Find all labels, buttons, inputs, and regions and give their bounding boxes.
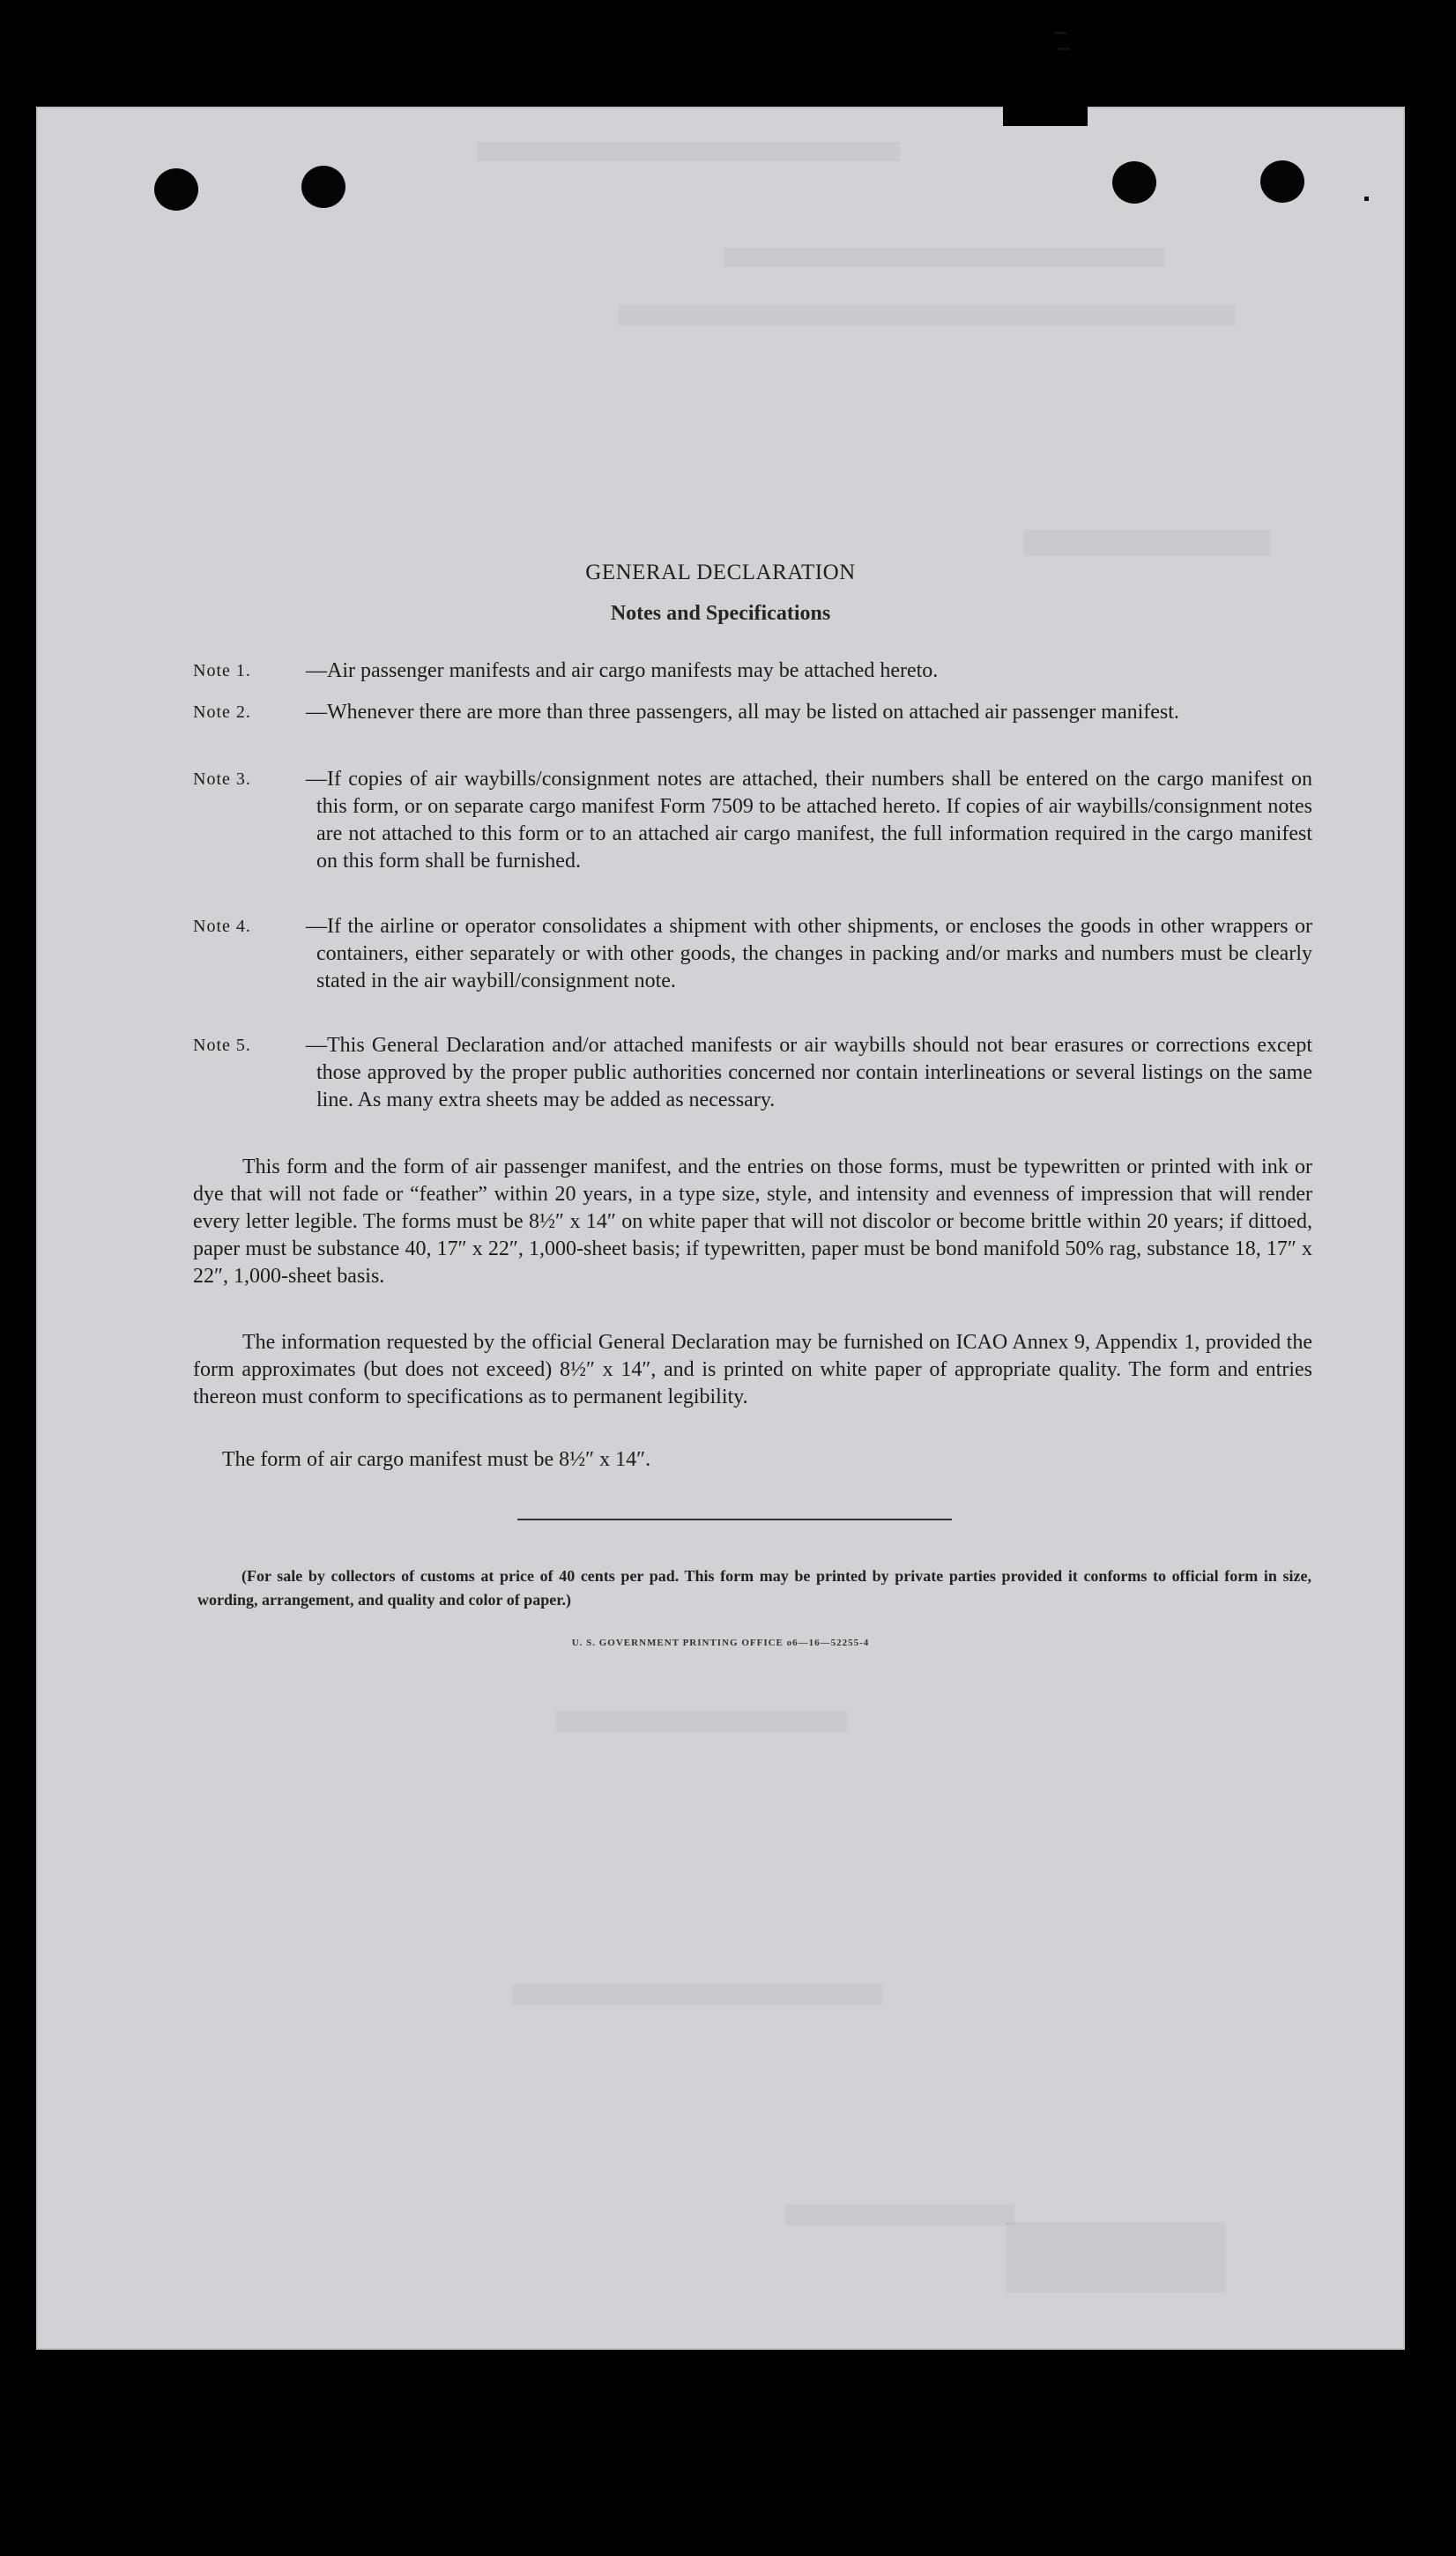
page-subtitle: Notes and Specifications bbox=[610, 602, 831, 625]
page-edge-tear bbox=[1003, 101, 1088, 126]
note-label: Note 4. bbox=[193, 917, 251, 936]
bleed-through-mark bbox=[1006, 2222, 1226, 2292]
note-label: Note 1. bbox=[193, 661, 251, 680]
bleed-through-mark bbox=[785, 2204, 1014, 2225]
bleed-through-mark bbox=[556, 1711, 847, 1732]
note-text: —If copies of air waybills/consignment notes are attached, their numbers shall be entered on the cargo manifest on this form, or on separate cargo manifest Form 7509 to be attached hereto. If copies of air waybills/consignment notes are not attached to this form or to an attached air cargo manifest, the full information required in the cargo manifest on this form shall be furnished. bbox=[306, 768, 1312, 873]
document-page bbox=[36, 107, 1405, 2350]
note-4 bbox=[193, 913, 1312, 995]
bleed-through-mark bbox=[1023, 530, 1270, 556]
note-text: —Whenever there are more than three passengers, all may be listed on attached air passenger manifest. bbox=[306, 701, 1179, 724]
note-5 bbox=[193, 1032, 1312, 1114]
paper-requirements-paragraph: This form and the form of air passenger manifest, and the entries on those forms, must be typewritten or printed with ink or dye that will not fade or “feather” within 20 years, in a type size, style, and intensity and evenness of impression that will render every letter legible. The forms must be 8½″ x 14″ on white paper that will not discolor or become brittle within 20 years; if dittoed, paper must be substance 40, 17″ x 22″, 1,000-sheet basis; if typewritten, paper must be bond manifold 50% rag, substance 18, 17″ x 22″, 1,000-sheet basis. bbox=[193, 1155, 1312, 1288]
scan-speck bbox=[1054, 32, 1066, 34]
note-label: Note 5. bbox=[193, 1036, 251, 1055]
note-text: —This General Declaration and/or attached manifests or air waybills should not bear erasures or corrections except those approved by the proper public authorities concerned nor contain interlineations or several listings on the same line. As many extra sheets may be added as necessary. bbox=[306, 1034, 1312, 1111]
note-text: —If the airline or operator consolidates a shipment with other shipments, or encloses the goods in other wrappers or containers, either separately or with other goods, the changes in packing and/or marks and numbers must be clearly stated in the air waybill/consignment note. bbox=[306, 915, 1312, 992]
bleed-through-mark bbox=[477, 142, 900, 161]
note-label: Note 2. bbox=[193, 702, 251, 722]
sale-notice: (For sale by collectors of customs at price of 40 cents per pad. This form may be printed by private parties provided it conforms to official form in size, wording, arrangement, and quality and color of paper.) bbox=[197, 1567, 1311, 1609]
bleed-through-mark bbox=[512, 1984, 882, 2005]
note-3 bbox=[193, 766, 1312, 875]
punch-hole bbox=[301, 166, 345, 208]
printer-imprint: U. S. GOVERNMENT PRINTING OFFICE o6—16—52255-4 bbox=[571, 1638, 870, 1648]
scan-speck bbox=[1058, 48, 1070, 50]
bleed-through-mark bbox=[618, 305, 1235, 326]
page-title: GENERAL DECLARATION bbox=[585, 561, 856, 584]
bleed-through-mark bbox=[724, 248, 1164, 267]
scan-speck bbox=[1364, 197, 1369, 201]
cargo-manifest-size-paragraph: The form of air cargo manifest must be 8½″ x 14″. bbox=[222, 1448, 651, 1471]
note-2 bbox=[193, 699, 1312, 726]
icao-paragraph: The information requested by the official General Declaration may be furnished on ICAO Annex 9, Appendix 1, provided the form approximates (but does not exceed) 8½″ x 14″, and is printed on white paper of appropriate quality. The form and entries thereon must conform to specifications as to permanent legibility. bbox=[193, 1331, 1312, 1408]
note-text: —Air passenger manifests and air cargo manifests may be attached hereto. bbox=[306, 659, 939, 682]
punch-hole bbox=[1112, 161, 1156, 204]
divider-rule bbox=[517, 1519, 952, 1520]
note-label: Note 3. bbox=[193, 769, 251, 789]
note-1 bbox=[193, 658, 1312, 685]
punch-hole bbox=[1260, 160, 1304, 203]
punch-hole bbox=[154, 168, 198, 211]
